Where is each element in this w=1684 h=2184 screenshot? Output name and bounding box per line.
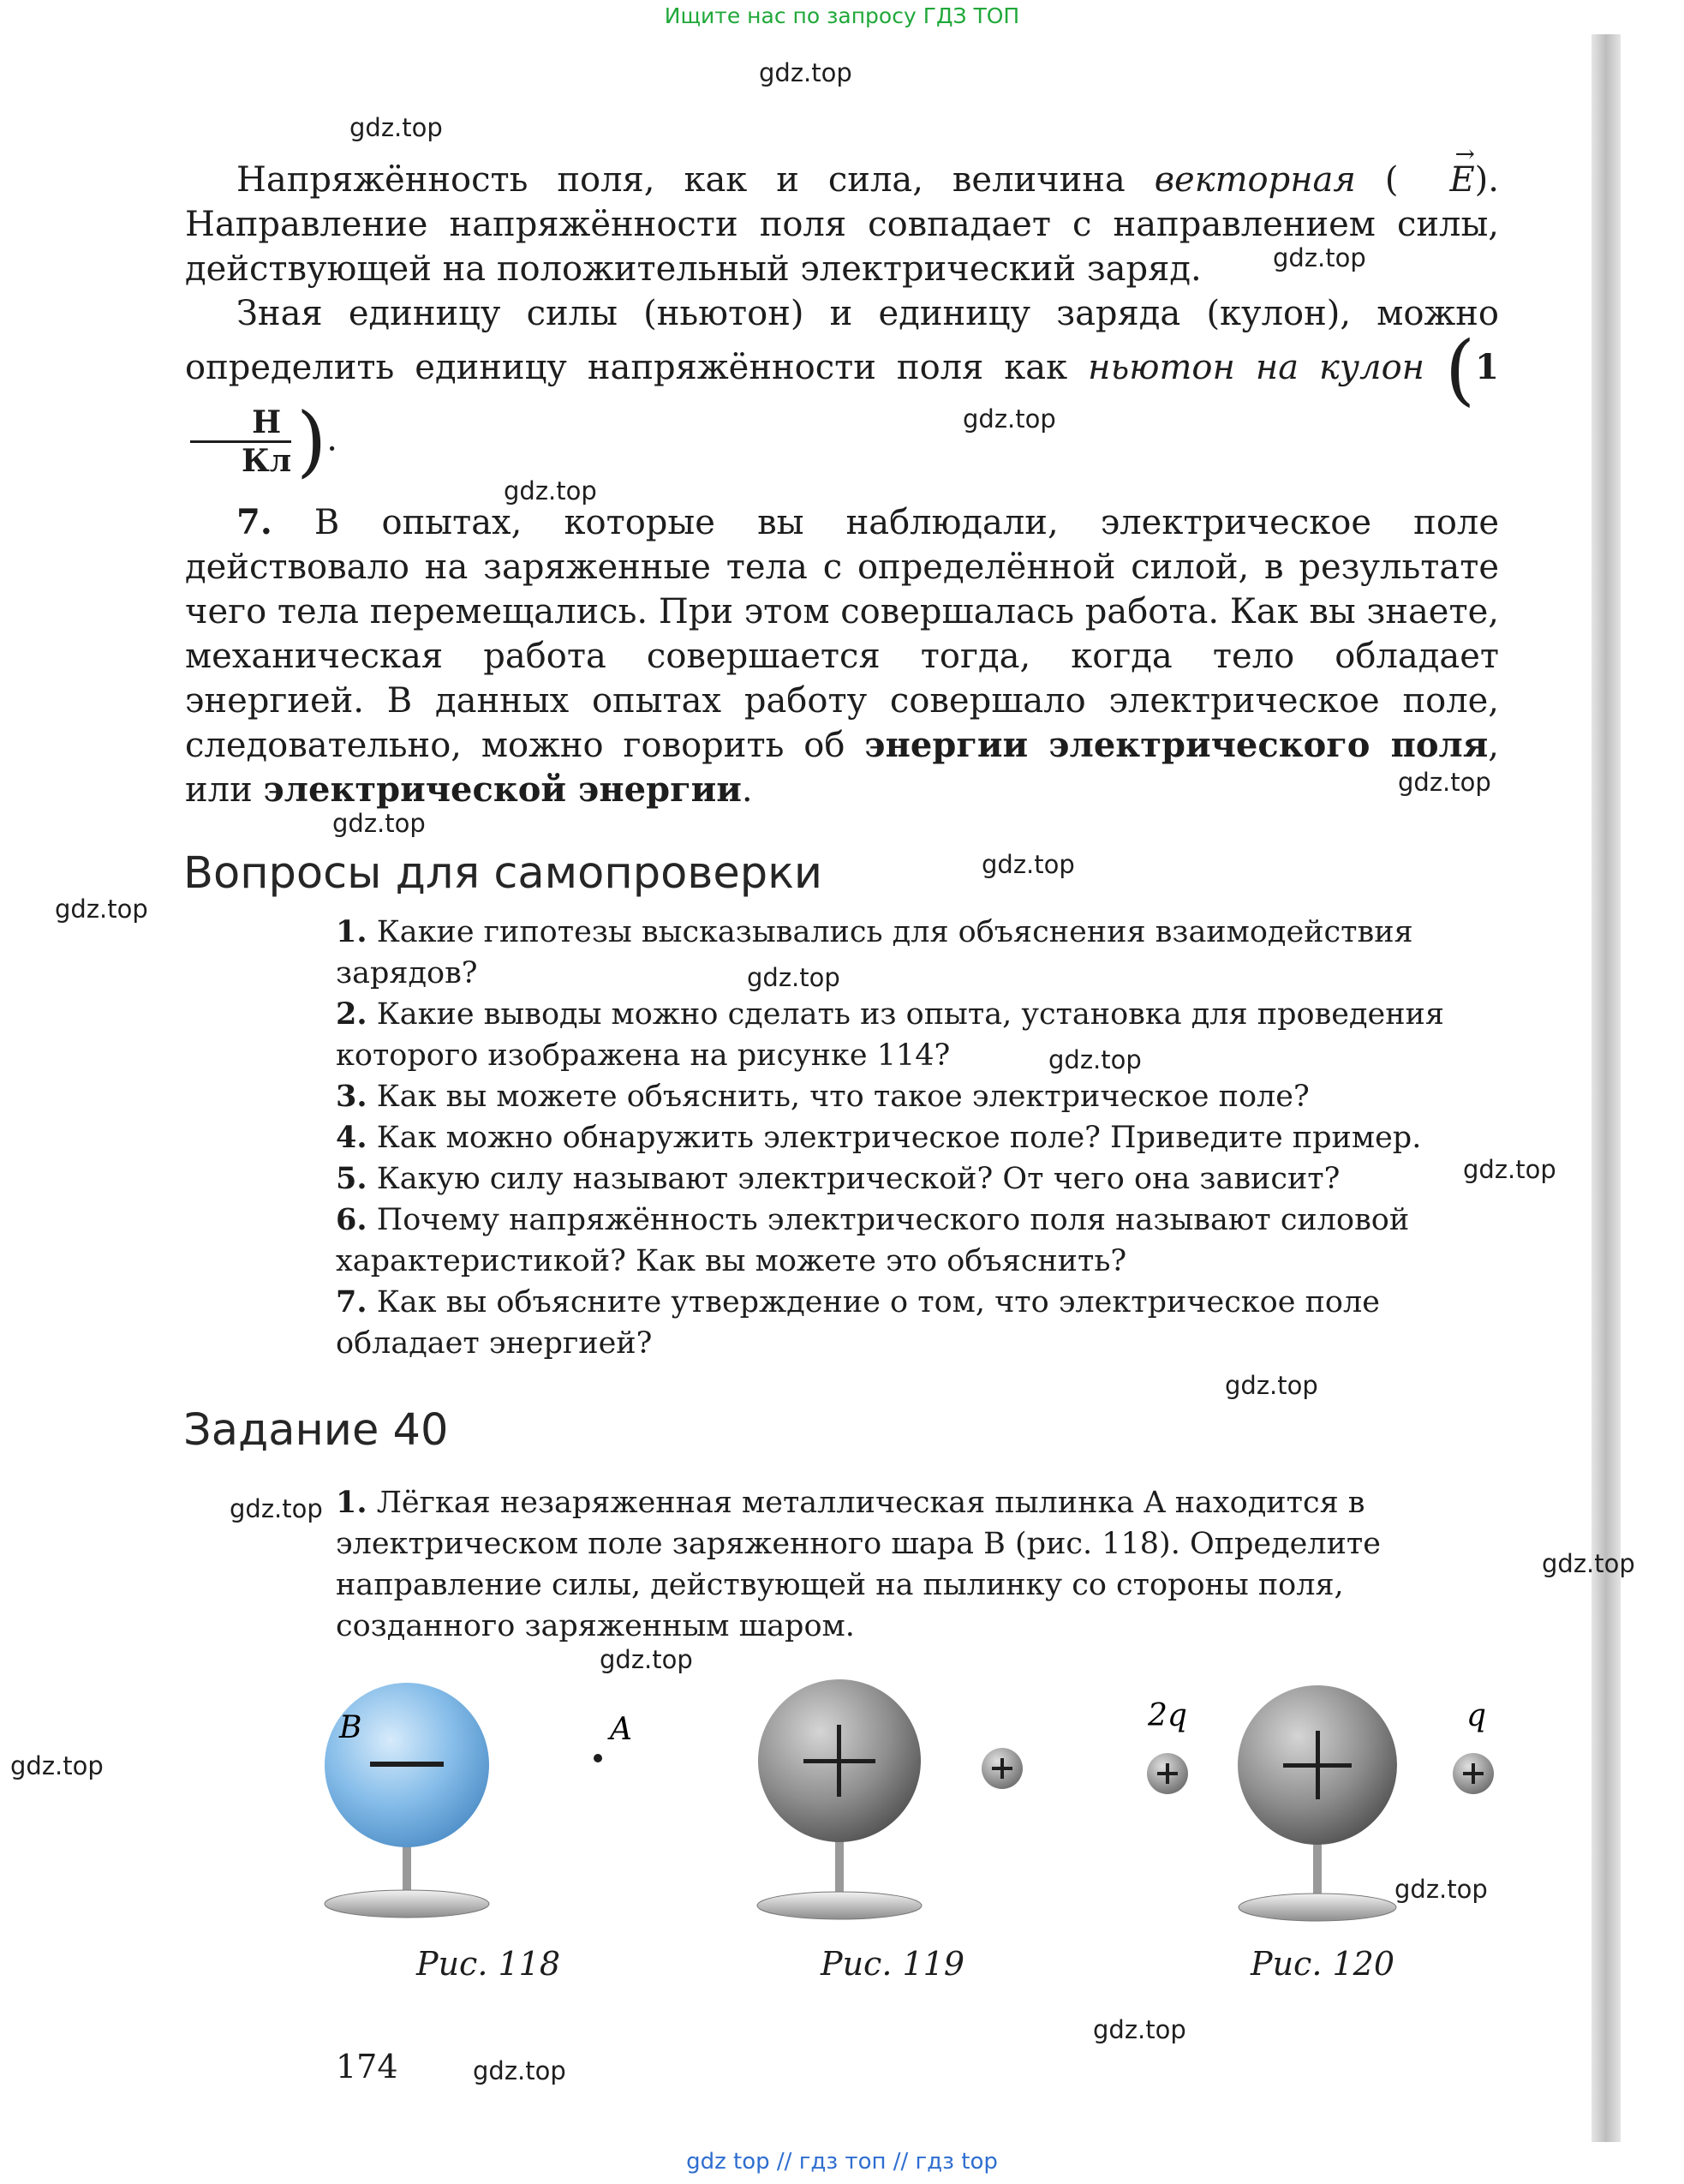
task-item <box>336 1482 1497 1647</box>
watermark: gdz.top <box>332 809 426 838</box>
task-text: Лёгкая незаряженная металлическая пылинка A находится в электрическом поле заряженного шара B (рис. 118). Определите направление силы, действующей на пылинку со стороны поля, созданного заряженным шаром. <box>336 1486 1381 1643</box>
paren-open-icon: ( <box>1445 325 1476 415</box>
figure-120 <box>1147 1685 1494 1921</box>
question-item <box>336 1117 1497 1158</box>
text-span: Напряжённость поля, как и сила, величина <box>236 160 1155 200</box>
bold-term: электрической энергии <box>263 769 742 810</box>
figure-caption: Рис. 119 <box>821 1945 965 1983</box>
watermark: gdz.top <box>1225 1371 1318 1400</box>
question-text: Какие выводы можно сделать из опыта, установка для проведения которого изображена на рисунке 114? <box>336 997 1444 1073</box>
unit-numerator: Н <box>190 404 291 443</box>
paragraph-energy <box>185 500 1499 812</box>
top-banner[interactable]: Ищите нас по запросу ГДЗ ТОП <box>664 3 1020 28</box>
watermark: gdz.top <box>963 404 1056 434</box>
page-number: 174 <box>336 2048 398 2085</box>
italic-term: ньютон на кулон <box>1088 348 1425 387</box>
page-edge <box>1591 34 1621 2142</box>
paren-close-icon: ) <box>296 396 327 487</box>
stand-base <box>757 1892 922 1919</box>
watermark: gdz.top <box>1398 768 1491 797</box>
watermark: gdz.top <box>1048 1045 1142 1074</box>
watermark: gdz.top <box>747 963 840 992</box>
question-item <box>336 1200 1497 1282</box>
watermark: gdz.top <box>504 476 597 506</box>
text-span: Зная единицу силы (ньютон) и единицу заряда (кулон), можно определить единицу напряжённости поля как <box>185 294 1499 387</box>
question-number: 4. <box>336 1120 367 1155</box>
figure-caption: Рис. 118 <box>416 1945 561 1983</box>
question-number: 1. <box>336 914 367 949</box>
text-span: ). Направление напряжённости поля совпадает с направлением силы, действующей на положительный электрический заряд. <box>185 160 1499 289</box>
text-span: . <box>741 770 753 810</box>
watermark: gdz.top <box>1093 2015 1186 2044</box>
footer-links[interactable]: gdz top // гдз топ // гдз top <box>686 2149 998 2175</box>
watermark: gdz.top <box>473 2056 566 2085</box>
task-number: 1. <box>336 1485 367 1520</box>
watermark: gdz.top <box>759 58 852 87</box>
figure-caption: Рис. 120 <box>1251 1945 1395 1983</box>
section-title: Задание 40 <box>183 1405 449 1456</box>
question-number: 6. <box>336 1202 367 1237</box>
paragraph-vector <box>185 140 1499 291</box>
figures-illustration <box>171 1637 1508 1996</box>
question-text: Почему напряжённость электрического поля называют силовой характеристикой? Как вы можете это объяснить? <box>336 1203 1410 1278</box>
label-q: q <box>1466 1698 1487 1733</box>
question-text: Как вы можете объяснить, что такое электрическое поле? <box>376 1080 1310 1114</box>
unit-fraction <box>190 404 291 479</box>
question-text: Как можно обнаружить электрическое поле? Приведите пример. <box>376 1121 1422 1155</box>
plus-sign-icon <box>1316 1731 1320 1799</box>
watermark: gdz.top <box>1463 1155 1556 1184</box>
watermark: gdz.top <box>982 850 1075 879</box>
label-2q: 2q <box>1148 1698 1187 1733</box>
text-span: . <box>326 419 337 459</box>
plus-sign-icon <box>1000 1758 1004 1779</box>
vector-arrow-icon: → <box>1454 140 1475 168</box>
question-number: 5. <box>336 1161 367 1196</box>
symbol-e: E <box>1449 160 1475 200</box>
question-item <box>336 1158 1497 1200</box>
watermark: gdz.top <box>1394 1875 1488 1904</box>
paragraph-number: 7. <box>236 502 272 542</box>
question-number: 7. <box>336 1284 367 1319</box>
watermark: gdz.top <box>10 1751 104 1780</box>
watermark: gdz.top <box>1273 243 1366 272</box>
figure-118 <box>325 1683 632 1918</box>
question-number: 2. <box>336 996 367 1032</box>
watermark: gdz.top <box>230 1494 323 1523</box>
figure-119 <box>757 1679 1023 1919</box>
unit-denominator: Кл <box>242 443 292 479</box>
minus-sign-icon <box>370 1762 444 1767</box>
stand-base <box>325 1890 489 1918</box>
label-a: A <box>610 1712 632 1747</box>
unit-one: 1 <box>1475 347 1499 387</box>
question-item <box>336 912 1497 994</box>
text-span: В опытах, которые вы наблюдали, электрическое поле действовало на заряженные тела с определённой силой, в результате чего тела перемещались. При этом совершалась работа. Как вы знаете, механическая работа совершается тогда, когда тело обладает энергией. В данных опытах работу совершало электрическое поле, следовательно, можно говорить об <box>185 503 1499 765</box>
question-text: Какую силу называют электрической? От чего она зависит? <box>376 1162 1341 1196</box>
question-text: Как вы объясните утверждение о том, что электрическое поле обладает энергией? <box>336 1285 1380 1361</box>
question-number: 3. <box>336 1079 367 1114</box>
stand-base <box>1239 1894 1396 1921</box>
plus-sign-icon <box>837 1725 841 1797</box>
bold-term: энергии электрического поля <box>864 725 1489 765</box>
section-title: Вопросы для самопроверки <box>183 848 823 899</box>
plus-sign-icon <box>1166 1763 1169 1784</box>
watermark: gdz.top <box>1542 1549 1635 1578</box>
question-item <box>336 994 1497 1076</box>
watermark: gdz.top <box>600 1645 693 1674</box>
label-b: B <box>339 1710 362 1745</box>
question-text: Какие гипотезы высказывались для объяснения взаимодействия зарядов? <box>336 915 1413 990</box>
text-span: , или <box>185 726 1499 810</box>
paragraph-unit <box>185 291 1499 487</box>
vector-e-symbol <box>1398 140 1475 202</box>
plus-sign-icon <box>1472 1763 1475 1784</box>
watermark: gdz.top <box>349 113 443 142</box>
dust-particle-a <box>594 1754 602 1762</box>
italic-term: векторная <box>1154 160 1356 200</box>
text-span: ( <box>1355 160 1399 200</box>
question-item <box>336 1076 1497 1117</box>
question-item <box>336 1282 1497 1364</box>
watermark: gdz.top <box>55 895 148 924</box>
